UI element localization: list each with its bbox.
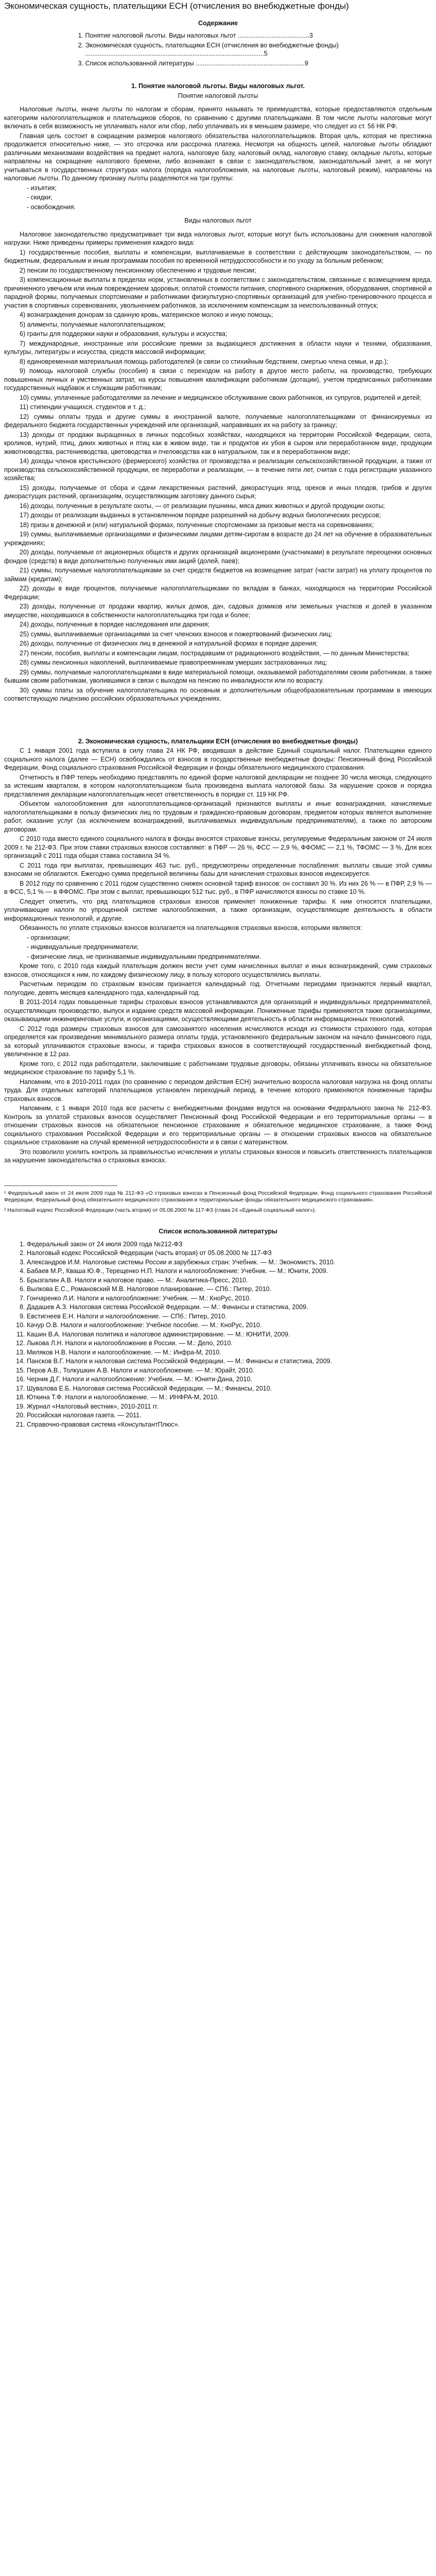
literature-item: 21. Справочно-правовая система «КонсультантПлюс». [27, 1420, 432, 1429]
literature-item: 16. Черник Д.Г. Налоги и налогообложение: Учебник. — М.: Юнити-Дана, 2010. [27, 1375, 432, 1384]
paragraph: В 2012 году по сравнению с 2011 годом существенно снижен основной тариф взносов: он составил 30 %. Из них 26 % — в ПФР, 2,9 % — в ФСС, 5,1 % — в ФФОМС. При этом с выплат, превышающих 512 тыс. руб., в ПФР начисляются взносы по ставке 10 %. [4, 879, 432, 896]
paragraph: 27) пенсии, пособия, выплаты и компенсации лицам, пострадавшим от радиационного воздействия, — по данным Министерства; [20, 649, 410, 657]
paragraph: - индивидуальные предприниматели; [27, 943, 139, 951]
paragraph: Главная цель состоит в сокращении размеров налогового обязательства налогоплательщиков. Вторая цель, которая не престижна продолжается относительно ниже, — это отсрочка или рассрочка платежа. Несмотря на общность целей, налоговые льготы обладают различными механизмами воздействия на предмет налога, налоговую базу, налоговый оклад, налоговую ставку, окладные льготы, которые направлены на сокращение налогового бремени, либо возникают в связи с законодательством, законодательный зачет, а не могут учитываться в государственных структурах налога (порядка налогообложения, на налоговые льготы, налоговый режим), направлены на налоговые льготы. По данному признаку льготы разделяются на три группы: [4, 132, 432, 182]
literature-item: 20. Российская налоговая газета. — 2011. [27, 1411, 432, 1420]
table-of-contents [74, 19, 362, 68]
paragraph: 13) доходы от продажи выращенных в личных подсобных хозяйствах, находящихся на территории Российской Федерации, скота, кроликов, нутрий, птиц, диких животных и птиц как в живом виде, так и продуктов их убоя в сыром или переработанном виде, продукции животноводства, растениеводства, цветоводства и пчеловодства как в натуральном, так и в переработанном виде; [4, 431, 432, 455]
toc-item[interactable] [85, 31, 362, 40]
literature-item: 11. Кашин В.А. Налоговая политика и налоговое администрирование. — М.: ЮНИТИ, 2009. [27, 1330, 432, 1339]
paragraph: С 2012 года размеры страховых взносов для самозанятого населения исчисляются исходя из стоимости страхового года, которая определяется как произведение минимального размера оплаты труда, установленного федеральным законом на начало финансового года, за который уплачиваются страховые взносы, и тарифа страховых взносов в соответствующий государственный внебюджетный фонд, увеличенное в 12 раз. [4, 1025, 432, 1058]
paragraph: В 2011-2014 годах повышенные тарифы страховых взносов устанавливаются для организаций и индивидуальных предпринимателей, осуществляющих производство, выпуск и издание средств массовой информации. Пониженные тарифы применяются также организациями, оказывающими инжиниринговые услуги, и организациями, осуществляющими деятельность в области информационных технологий. [4, 998, 432, 1023]
footnote-separator [4, 1185, 117, 1186]
paragraph: С 2010 года вместо единого социального налога в фонды вносятся страховые взносы, регулируемые Федеральным законом от 24 июля 2009 г. № 212-ФЗ. При этом ставки страховых взносов составляют: в ПФР — 26 %, ФСС — 2,9 %, ФФОМС — 2,1 %, ТФОМС — 3 %. Для всех организаций с 2011 года общая ставка составила 34 %. [4, 835, 432, 860]
paragraph: - скидки; [27, 194, 53, 201]
paragraph: 7) международные, иностранные или российские премии за выдающиеся достижения в области науки и техники, образования, культуры, литературы и искусства, средств массовой информации; [4, 340, 432, 356]
paragraph: Напомним, с 1 января 2010 года все расчеты с внебюджетными фондами ведутся на основании Федерального закона № 212-ФЗ. Контроль за уплатой страховых взносов осуществляет Пенсионный фонд Российской Федерации и его территориальные органы — в отношении страховых взносов на обязательное пенсионное страхование и обязательное медицинское страхование, а также Фонд социального страхования Российской Федерации и его территориальные органы — в отношении страховых взносов на обязательное социальное страхование на случай временной нетрудоспособности и в связи с материнством. [4, 1105, 432, 1146]
paragraph: Обязанность по уплате страховых взносов возлагается на плательщиков страховых взносов, которыми являются: [20, 924, 362, 932]
paragraph: 30) суммы платы за обучение налогоплательщика по основным и дополнительным общеобразовательным программам в имеющих соответствующую лицензию российских образовательных учреждениях. [4, 686, 432, 703]
paragraph: 23) доходы, полученные от продажи квартир, жилых домов, дач, садовых домиков или земельных участков и долей в указанном имуществе, находившихся в собственности налогоплательщика три года и более; [4, 603, 432, 619]
toc-list [74, 31, 362, 67]
literature-item: 17. Шувалова Е.Б. Налоговая система Российской Федерации. — М.: Финансы, 2010. [27, 1384, 432, 1393]
literature-item: 5. Брызгалин А.В. Налоги и налоговое право. — М.: Аналитика-Пресс, 2010. [27, 1276, 432, 1285]
paragraph: - освобождения. [27, 203, 76, 211]
paragraph: 21) суммы, получаемые налогоплательщиками за счет средств бюджетов на возмещение затрат (части затрат) на уплату процентов по займам (кредитам); [4, 567, 432, 583]
toc-link-section-1[interactable]: Понятие налоговой льготы. Виды налоговых льгот ........................................3 [85, 32, 313, 40]
literature-item: 6. Вылкова Е.С., Романовский М.В. Налоговое планирование. — СПб.: Питер, 2010. [27, 1285, 432, 1294]
toc-link-literature[interactable]: Список использованной литературы .............................................................9 [85, 59, 308, 67]
literature-item: 2. Налоговый кодекс Российской Федерации (часть вторая) от 05.08.2000 № 117-ФЗ [27, 1249, 432, 1258]
paragraph: - физические лица, не признаваемые индивидуальными предпринимателями. [27, 953, 261, 960]
paragraph: Следует отметить, что ряд плательщиков страховых взносов применяет пониженные тарифы. К ним относятся плательщики, уплачивающие налоги по упрощенной системе налогообложения, а также организации, осуществляющие деятельность в области информационных технологий, и другие. [4, 897, 432, 922]
paragraph: 17) доходы от реализации выданных в установленном порядке разрешений на добычу водных биологических ресурсов; [20, 512, 381, 519]
footnote: ¹ Федеральный закон от 24 июля 2009 года № 212-ФЗ «О страховых взносах в Пенсионный фонд Российской Федерации, Фонд социального страхования Российской Федерации, Федеральный фонд обязательного медицинского страхования и территориальные фонды обязательного медицинского страхования». [4, 1190, 432, 1204]
section-1-subtitle: Понятие налоговой льготы [178, 92, 258, 99]
toc-link-section-2[interactable]: Экономическая сущность, плательщики ЕСН (отчисления во внебюджетные фонды) ....................................................................................................5 [85, 41, 339, 58]
paragraph: 10) суммы, уплаченные работодателями за лечение и медицинское обслуживание своих работников, их супругов, родителей и детей; [20, 394, 422, 401]
literature-section [4, 1240, 432, 1429]
literature-item: 4. Бабаев М.Р., Кваша Ю.Ф., Терещенко Н.П. Налоги и налогообложение: Учебник. — М.: Юнити, 2009. [27, 1267, 432, 1276]
paragraph: Кроме того, с 2010 года каждый плательщик должен вести учет сумм начисленных выплат и иных вознаграждений, сумм страховых взносов, относящихся к ним, по каждому физическому лицу, в пользу которого осуществлялись выплаты. [4, 962, 432, 978]
paragraph: 3) компенсационные выплаты в пределах норм, установленных в соответствии с законодательством, связанные с возмещением вреда, причиненного увечьем или иным повреждением здоровья; оплатой стоимости питания, спортивного снаряжения, оборудования, спортивной и парадной формы, получаемых спортсменами и работниками физкультурно-спортивных организаций для учебно-тренировочного процесса и участия в спортивных соревнованиях, увольнением работников, за исключением компенсации за неиспользованный отпуск; [4, 276, 432, 309]
literature-list [4, 1240, 432, 1429]
section-1-title: 1. Понятие налоговой льготы. Виды налоговых льгот. [131, 82, 305, 90]
literature-item: 10. Качур О.В. Налоги и налогообложение: Учебное пособие. — М.: КноРус, 2010. [27, 1321, 432, 1330]
section-1-intro [4, 105, 432, 211]
paragraph: Отчетность в ПФР теперь необходимо представлять по единой форме налоговой декларации не позднее 30 числа месяца, следующего за истекшим кварталом, в котором налогоплательщиком была произведена выплата налоговой базы. За нарушение сроков и порядка представления декларации налогоплательщик несет ответственность в порядке ст. 119 НК РФ. [4, 773, 432, 798]
literature-item: 7. Гончаренко Л.И. Налоги и налогообложение: Учебник. — М.: КноРус, 2010. [27, 1294, 432, 1303]
paragraph: 18) призы в денежной и (или) натуральной формах, полученные спортсменами за призовые места на соревнованиях; [20, 521, 374, 529]
section-2-body [4, 747, 432, 1165]
paragraph: 20) доходы, получаемые от акционерных обществ и других организаций акционерами (участниками) в результате переоценки основных фондов (средств) в виде дополнительно полученных ими акций (долей, паев); [4, 549, 432, 565]
paragraph: 5) алименты, получаемые налогоплательщиком; [20, 320, 166, 328]
paragraph: Кроме того, с 2012 года работодатели, заключившие с работниками трудовые договоры, обязаны уплачивать взносы на обязательное медицинское страхование по тарифу 5,1 %. [4, 1060, 432, 1076]
paragraph: - организации; [27, 934, 70, 941]
paragraph: 28) суммы пенсионных накоплений, выплачиваемые правопреемникам умерших застрахованных лиц; [20, 659, 327, 667]
document-title: Экономическая сущность, плательщики ЕСН (отчисления во внебюджетные фонды) [4, 1, 349, 11]
paragraph: 22) доходы в виде процентов, получаемые налогоплательщиками по вкладам в банках, находящихся на территории Российской Федерации; [4, 585, 432, 601]
section-2-title: 2. Экономическая сущность, плательщики ЕСН (отчисления во внебюджетные фонды) [78, 737, 358, 745]
paragraph: С 2011 года при выплатах, превышающих 463 тыс. руб., предусмотрены определенные послабления: выплаты свыше этой суммы взносами не облагаются. Ежегодно сумма предельной величины базы для начисления страховых взносов индексируется. [4, 861, 432, 878]
paragraph: 2) пенсии по государственному пенсионному обеспечению и трудовые пенсии; [20, 266, 256, 274]
paragraph: Напомним, что в 2010-2011 годах (по сравнению с периодом действия ЕСН) значительно возросла налоговая нагрузка на фонд оплаты труда. Для отдельных категорий плательщиков установлен переходный период, в течение которого применяются пониженные тарифы страховых взносов. [4, 1078, 432, 1103]
types-subtitle: Виды налоговых льгот [184, 217, 252, 225]
paragraph: - изъятия; [27, 184, 57, 192]
literature-item: 9. Евстигнеев Е.Н. Налоги и налогообложение. — СПб.: Питер, 2010. [27, 1312, 432, 1321]
paragraph: 1) государственные пособия, выплаты и компенсации, выплачиваемые в соответствии с действующим законодательством, — по бюджетным, федеральным и иным программам пособия по временной нетрудоспособности и по уходу за больным ребенком; [4, 248, 432, 265]
literature-item: 12. Лыкова Л.Н. Налоги и налогообложение в России. — М.: Дело, 2010. [27, 1339, 432, 1348]
toc-heading: Содержание [198, 19, 238, 27]
paragraph: 14) доходы членов крестьянского (фермерского) хозяйства от производства и реализации сельскохозяйственной продукции, а также от производства сельскохозяйственной продукции, ее переработки и реализации, — в течение пяти лет, считая с года регистрации указанного хозяйства; [4, 457, 432, 482]
paragraph: Расчетным периодом по страховым взносам признается календарный год. Отчетными периодами признаются первый квартал, полугодие, девять месяцев календарного года, календарный год. [4, 980, 432, 996]
paragraph: 4) вознаграждения донорам за сданную кровь, материнское молоко и иную помощь; [20, 311, 273, 319]
paragraph: 29) суммы, получаемые налогоплательщиками в виде материальной помощи, оказываемой работодателями своим работникам, а также бывшим своим работникам, уволившимся в связи с выходом на пенсию по инвалидности или по возрасту. [4, 668, 432, 685]
paragraph: Объектом налогообложения для налогоплательщиков-организаций признаются выплаты и иные вознаграждения, начисляемые налогоплательщиками в пользу физических лиц по трудовым и гражданско-правовым договорам, предметом которых является выполнение работ, оказание услуг (за исключением вознаграждений, выплачиваемых индивидуальным предпринимателям), а также по авторским договорам. [4, 800, 432, 833]
paragraph: С 1 января 2001 года вступила в силу глава 24 НК РФ, вводившая в действие Единый социальный налог. Плательщики единого социального налога (далее — ЕСН) освобождались от взносов в государственные внебюджетные фонды: Пенсионный фонд Российской Федерации, Фонд социального страхования Российской Федерации и фонды обязательного медицинского страхования. [4, 747, 432, 772]
paragraph: 6) гранты для поддержки науки и образования, культуры и искусства; [20, 330, 228, 338]
literature-item: 18. Юткина Т.Ф. Налоги и налогообложение. — М.: ИНФРА-М, 2010. [27, 1393, 432, 1402]
paragraph: 12) суммы оплаты труда и другие суммы в иностранной валюте, получаемые налогоплательщиками от финансируемых из федерального бюджета государственных учреждений или организаций, направивших их на работу за границу; [4, 413, 432, 429]
paragraph: Налоговые льготы, иначе льготы по налогам и сборам, принято называть те преимущества, которые предоставляются отдельным категориям налогоплательщиков и плательщиков сборов, по сравнению с другими плательщиками. В том числе льготы налоговые могут включать в себя возможность не уплачивать налог или сбор, либо уплачивать их в меньшем размере, что следует из ст. 56 НК РФ. [4, 106, 432, 130]
literature-item: 15. Перов А.В., Толкушкин А.В. Налоги и налогообложение. — М.: Юрайт, 2010. [27, 1366, 432, 1375]
paragraph: Это позволило усилить контроль за правильностью исчисления и уплаты страховых взносов и повысить ответственность плательщиков за нарушение законодательства о страховых взносах. [4, 1148, 432, 1164]
literature-item: 3. Александров И.М. Налоговые системы России и зарубежных стран: Учебник. — М.: Экономистъ, 2010. [27, 1258, 432, 1267]
paragraph: 24) доходы, полученные в порядке наследования или дарения; [20, 621, 210, 629]
paragraph: 16) доходы, полученные в результате охоты, — от реализации пушнины, мяса диких животных и другой продукции охоты; [20, 502, 385, 510]
paragraph: 26) доходы, полученные от физических лиц в денежной и натуральной формах в порядке дарения; [20, 640, 318, 648]
paragraph: 25) суммы, выплачиваемые организациями за счет членских взносов и пожертвований физических лиц; [20, 630, 332, 638]
literature-item: 13. Миляков Н.В. Налоги и налогообложение. — М.: Инфра-М, 2010. [27, 1348, 432, 1357]
literature-item: 8. Дадашев А.З. Налоговая система Российской Федерации. — М.: Финансы и статистика, 2009. [27, 1303, 432, 1312]
toc-item[interactable] [85, 41, 362, 58]
literature-title: Список использованной литературы [159, 1228, 277, 1235]
literature-item: 14. Пансков В.Г. Налоги и налоговая система Российской Федерации. — М.: Финансы и статистика, 2009. [27, 1357, 432, 1366]
paragraph: 11) стипендии учащихся, студентов и т. д.; [20, 403, 146, 411]
footnote: ² Налоговый кодекс Российской Федерации (часть вторая) от 05.08.2000 № 117-ФЗ (глава 24 «Единый социальный налог»). [4, 1207, 317, 1213]
types-intro: Налоговое законодательство предусматривает три вида налоговых льгот, которые могут быть использованы для снижения налоговой нагрузки. Ниже приведены примеры применения каждого вида: [4, 230, 432, 247]
paragraph: 19) суммы, выплачиваемые организациями и физическими лицами детям-сиротам в возрасте до 24 лет на обучение в образовательных учреждениях; [4, 531, 432, 547]
literature-item: 19. Журнал «Налоговый вестник», 2010-2011 гг. [27, 1402, 432, 1411]
benefits-list [4, 248, 432, 703]
toc-item[interactable] [85, 59, 362, 68]
paragraph: 9) помощь налоговой службы (пособия) в связи с переходом на работу в другое место работы, на производство, требующих повышенных личных и умственных затрат, на курсы повышения квалификации работникам (дотации), учетом предписанных работниками государственных надбавок и служащим работникам; [4, 367, 432, 392]
literature-item: 1. Федеральный закон от 24 июля 2009 года №212-ФЗ [27, 1240, 432, 1249]
paragraph: 15) доходы, получаемые от сбора и сдачи лекарственных растений, дикорастущих ягод, орехов и иных плодов, грибов и других дикорастущих растений, организациям, осуществляющим заготовку данного сырья; [4, 484, 432, 500]
paragraph: 8) единовременная материальная помощь работодателей (в связи со стихийным бедствием, смертью члена семьи, и др.); [20, 358, 389, 365]
footnotes [4, 1190, 432, 1214]
